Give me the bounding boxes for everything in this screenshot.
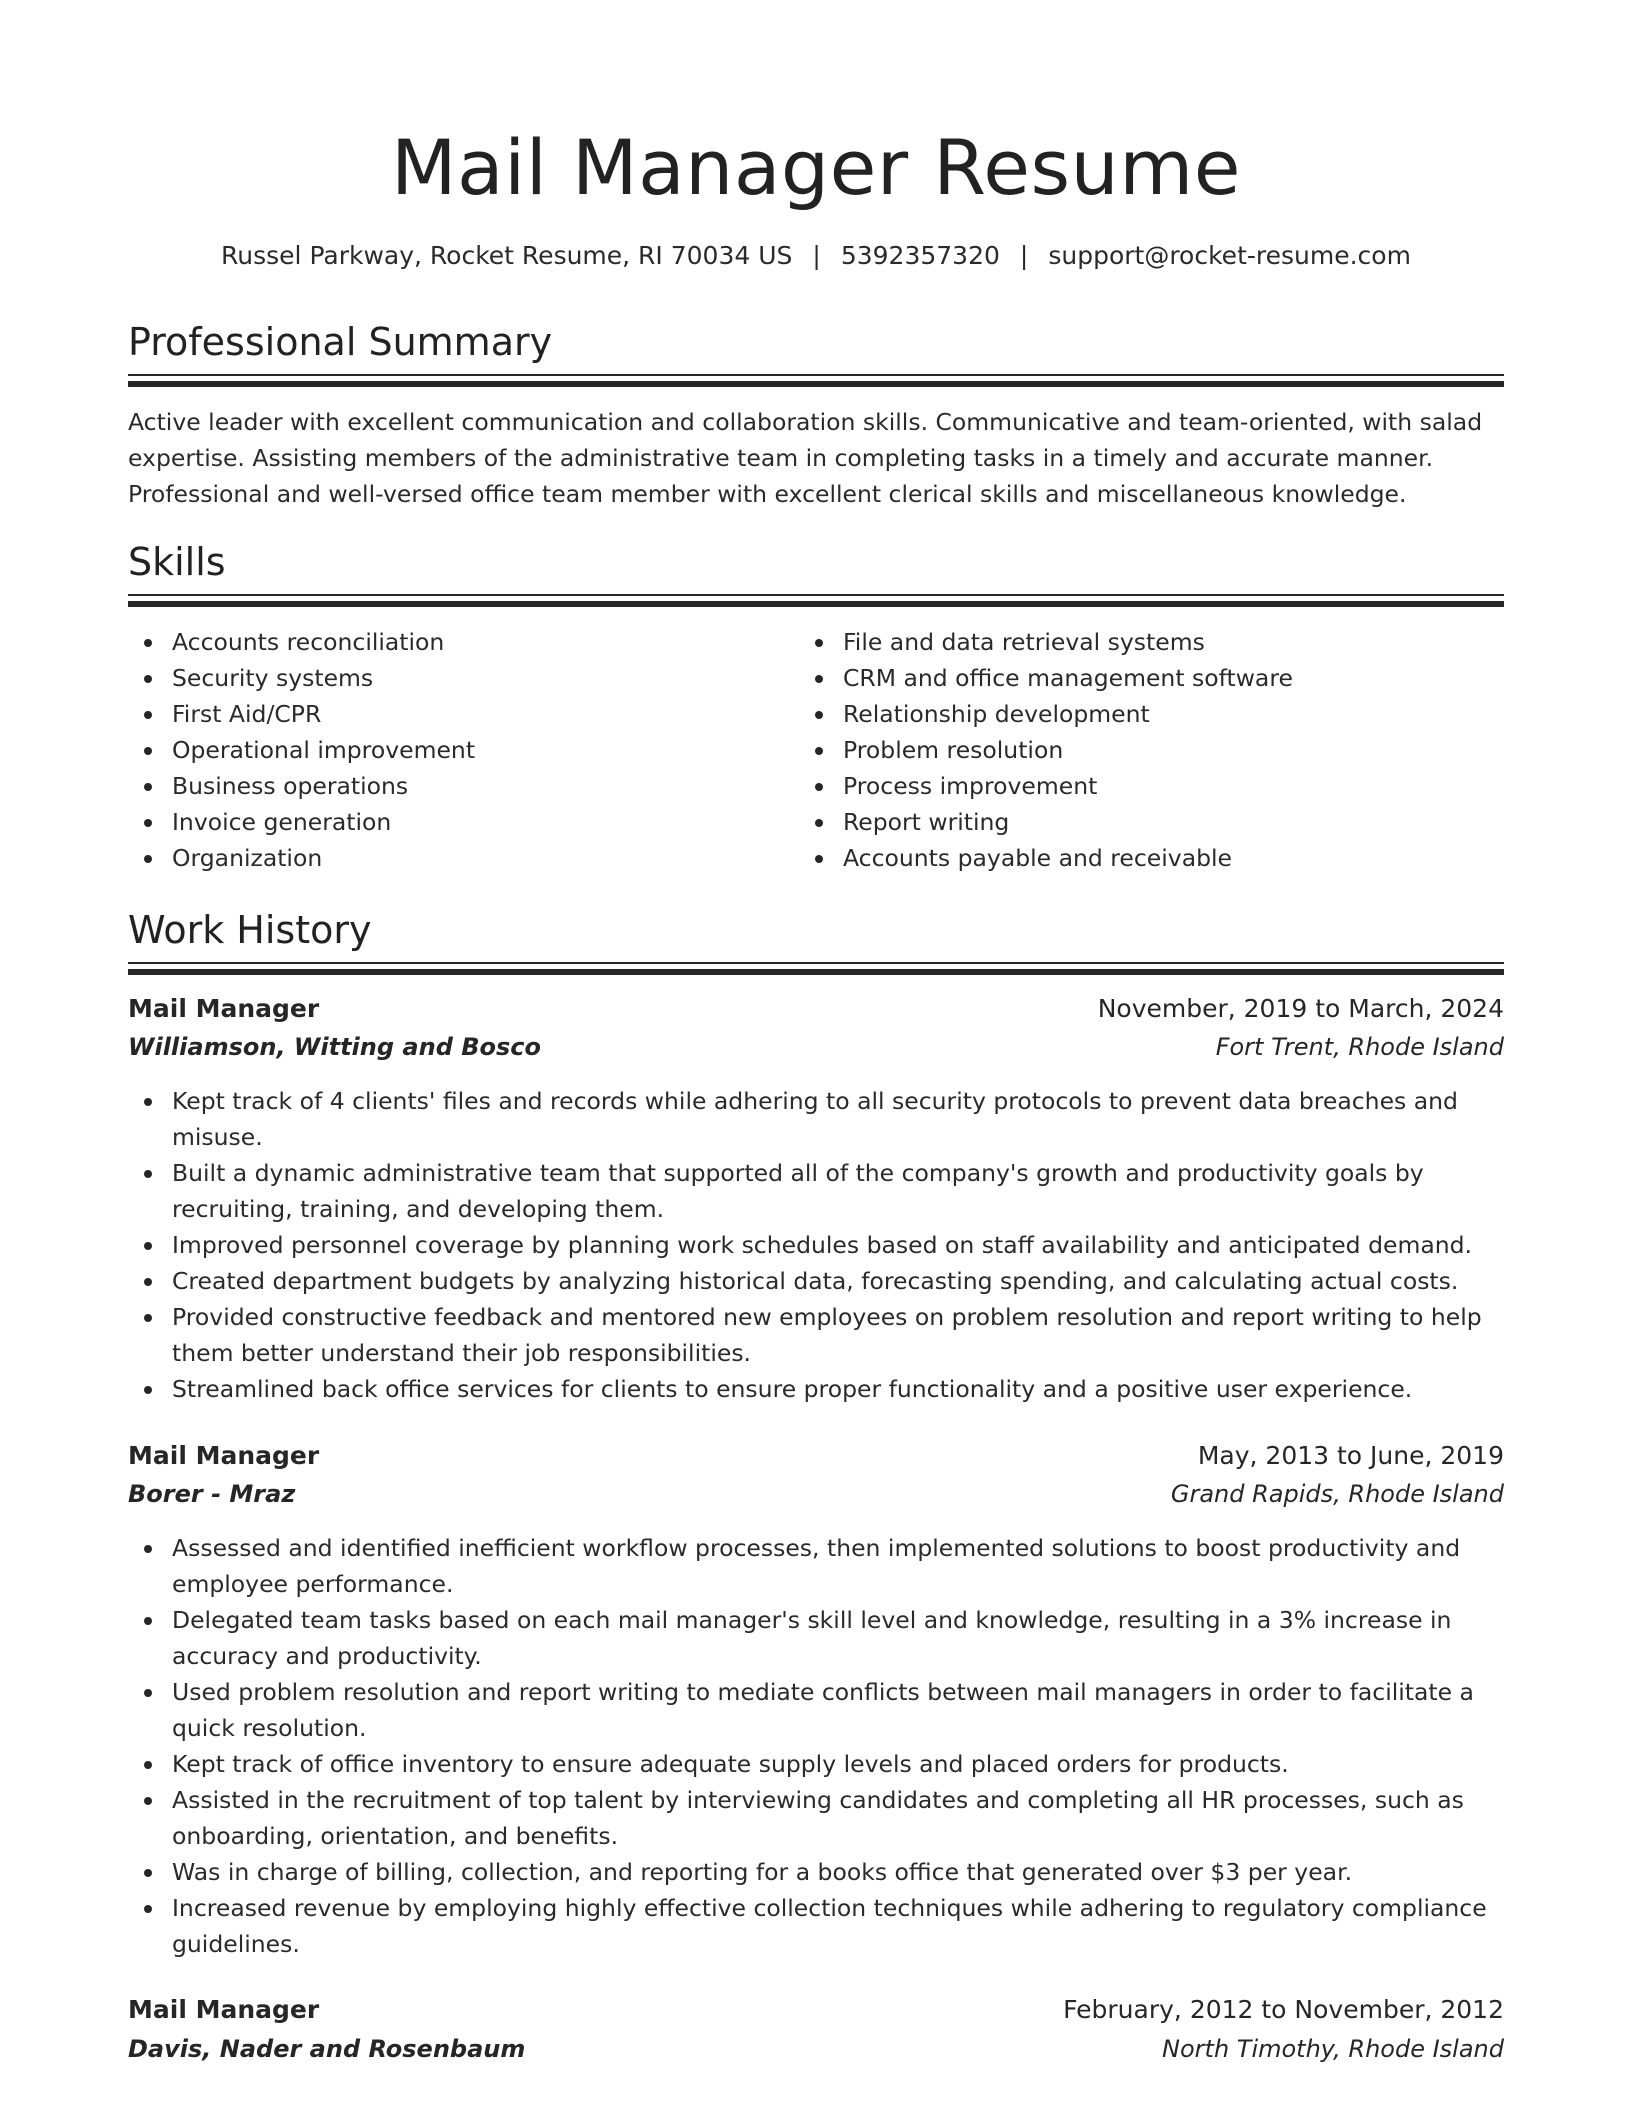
job-bullet: Assisted in the recruitment of top talent by interviewing candidates and completing all HR processes, such as onboarding, orientation, and benefits. bbox=[128, 1782, 1504, 1854]
job-dates: May, 2013 to June, 2019 bbox=[1197, 1441, 1504, 1470]
job-subheader bbox=[128, 1028, 1504, 1066]
contact-line bbox=[128, 238, 1504, 274]
skill-item: File and data retrieval systems bbox=[799, 624, 1459, 660]
contact-separator: | bbox=[1019, 241, 1029, 270]
job-title: Mail Manager bbox=[128, 1995, 320, 2024]
job-bullet: Improved personnel coverage by planning work schedules based on staff availability and anticipated demand. bbox=[128, 1227, 1504, 1263]
job-dates: February, 2012 to November, 2012 bbox=[1063, 1995, 1504, 2024]
contact-email: support@rocket-resume.com bbox=[1048, 241, 1411, 270]
job-company: Davis, Nader and Rosenbaum bbox=[128, 2035, 526, 2063]
resume-title: Mail Manager Resume bbox=[390, 123, 1242, 212]
job-location: Fort Trent, Rhode Island bbox=[1215, 1033, 1504, 1061]
skills-list-left bbox=[128, 624, 788, 876]
job-bullet: Used problem resolution and report writing to mediate conflicts between mail managers in order to facilitate a quick resolution. bbox=[128, 1674, 1504, 1746]
contact-phone: 5392357320 bbox=[840, 241, 1000, 270]
job-dates: November, 2019 to March, 2024 bbox=[1097, 994, 1504, 1023]
job-company: Borer - Mraz bbox=[128, 1480, 296, 1508]
job-bullet: Provided constructive feedback and mentored new employees on problem resolution and report writing to help them better understand their job responsibilities. bbox=[128, 1299, 1504, 1371]
skill-item: First Aid/CPR bbox=[128, 696, 788, 732]
skill-item: Accounts reconciliation bbox=[128, 624, 788, 660]
skills-list-right bbox=[799, 624, 1459, 876]
skills-divider bbox=[128, 594, 1504, 607]
job-location: Grand Rapids, Rhode Island bbox=[1170, 1480, 1504, 1508]
summary-divider bbox=[128, 374, 1504, 387]
job-bullet: Streamlined back office services for clients to ensure proper functionality and a positive user experience. bbox=[128, 1371, 1504, 1407]
job-header bbox=[128, 1991, 1504, 2029]
job-company: Williamson, Witting and Bosco bbox=[128, 1033, 542, 1061]
job-bullet: Delegated team tasks based on each mail manager's skill level and knowledge, resulting in a 3% increase in accuracy and productivity. bbox=[128, 1602, 1504, 1674]
skill-item: Operational improvement bbox=[128, 732, 788, 768]
summary-text: Active leader with excellent communication and collaboration skills. Communicative and team-oriented, with salad expertise. Assisting members of the administrative team in completing tasks in a timely and accurate manner. Professional and well-versed office team member with excellent clerical skills and miscellaneous knowledge. bbox=[128, 408, 1483, 508]
skill-item: Invoice generation bbox=[128, 804, 788, 840]
skills-heading: Skills bbox=[128, 540, 226, 584]
skill-item: Relationship development bbox=[799, 696, 1459, 732]
job-location: North Timothy, Rhode Island bbox=[1162, 2035, 1504, 2063]
job-bullet: Increased revenue by employing highly effective collection techniques while adhering to regulatory compliance guidelines. bbox=[128, 1890, 1504, 1962]
skill-item: Business operations bbox=[128, 768, 788, 804]
job-bullet: Kept track of office inventory to ensure adequate supply levels and placed orders for products. bbox=[128, 1746, 1504, 1782]
job-header bbox=[128, 990, 1504, 1028]
skill-item: Security systems bbox=[128, 660, 788, 696]
job-header bbox=[128, 1437, 1504, 1475]
job-bullet: Kept track of 4 clients' files and records while adhering to all security protocols to prevent data breaches and misuse. bbox=[128, 1083, 1504, 1155]
job-bullets bbox=[128, 1083, 1504, 1407]
skill-item: CRM and office management software bbox=[799, 660, 1459, 696]
summary-heading: Professional Summary bbox=[128, 320, 553, 364]
skill-item: Accounts payable and receivable bbox=[799, 840, 1459, 876]
job-bullet: Assessed and identified inefficient workflow processes, then implemented solutions to boost productivity and employee performance. bbox=[128, 1530, 1504, 1602]
job-subheader bbox=[128, 2030, 1504, 2068]
job-title: Mail Manager bbox=[128, 994, 320, 1023]
job-bullet: Was in charge of billing, collection, and reporting for a books office that generated over $3 per year. bbox=[128, 1854, 1504, 1890]
skill-item: Report writing bbox=[799, 804, 1459, 840]
work-divider bbox=[128, 962, 1504, 975]
skill-item: Problem resolution bbox=[799, 732, 1459, 768]
work-heading: Work History bbox=[128, 908, 372, 952]
job-bullet: Built a dynamic administrative team that supported all of the company's growth and productivity goals by recruiting, training, and developing them. bbox=[128, 1155, 1504, 1227]
job-bullet: Created department budgets by analyzing historical data, forecasting spending, and calculating actual costs. bbox=[128, 1263, 1504, 1299]
contact-separator: | bbox=[812, 241, 821, 270]
job-bullets bbox=[128, 1530, 1504, 1962]
contact-address: Russel Parkway, Rocket Resume, RI 70034 US bbox=[221, 241, 793, 270]
skill-item: Organization bbox=[128, 840, 788, 876]
skill-item: Process improvement bbox=[799, 768, 1459, 804]
job-subheader bbox=[128, 1475, 1504, 1513]
job-title: Mail Manager bbox=[128, 1441, 320, 1470]
